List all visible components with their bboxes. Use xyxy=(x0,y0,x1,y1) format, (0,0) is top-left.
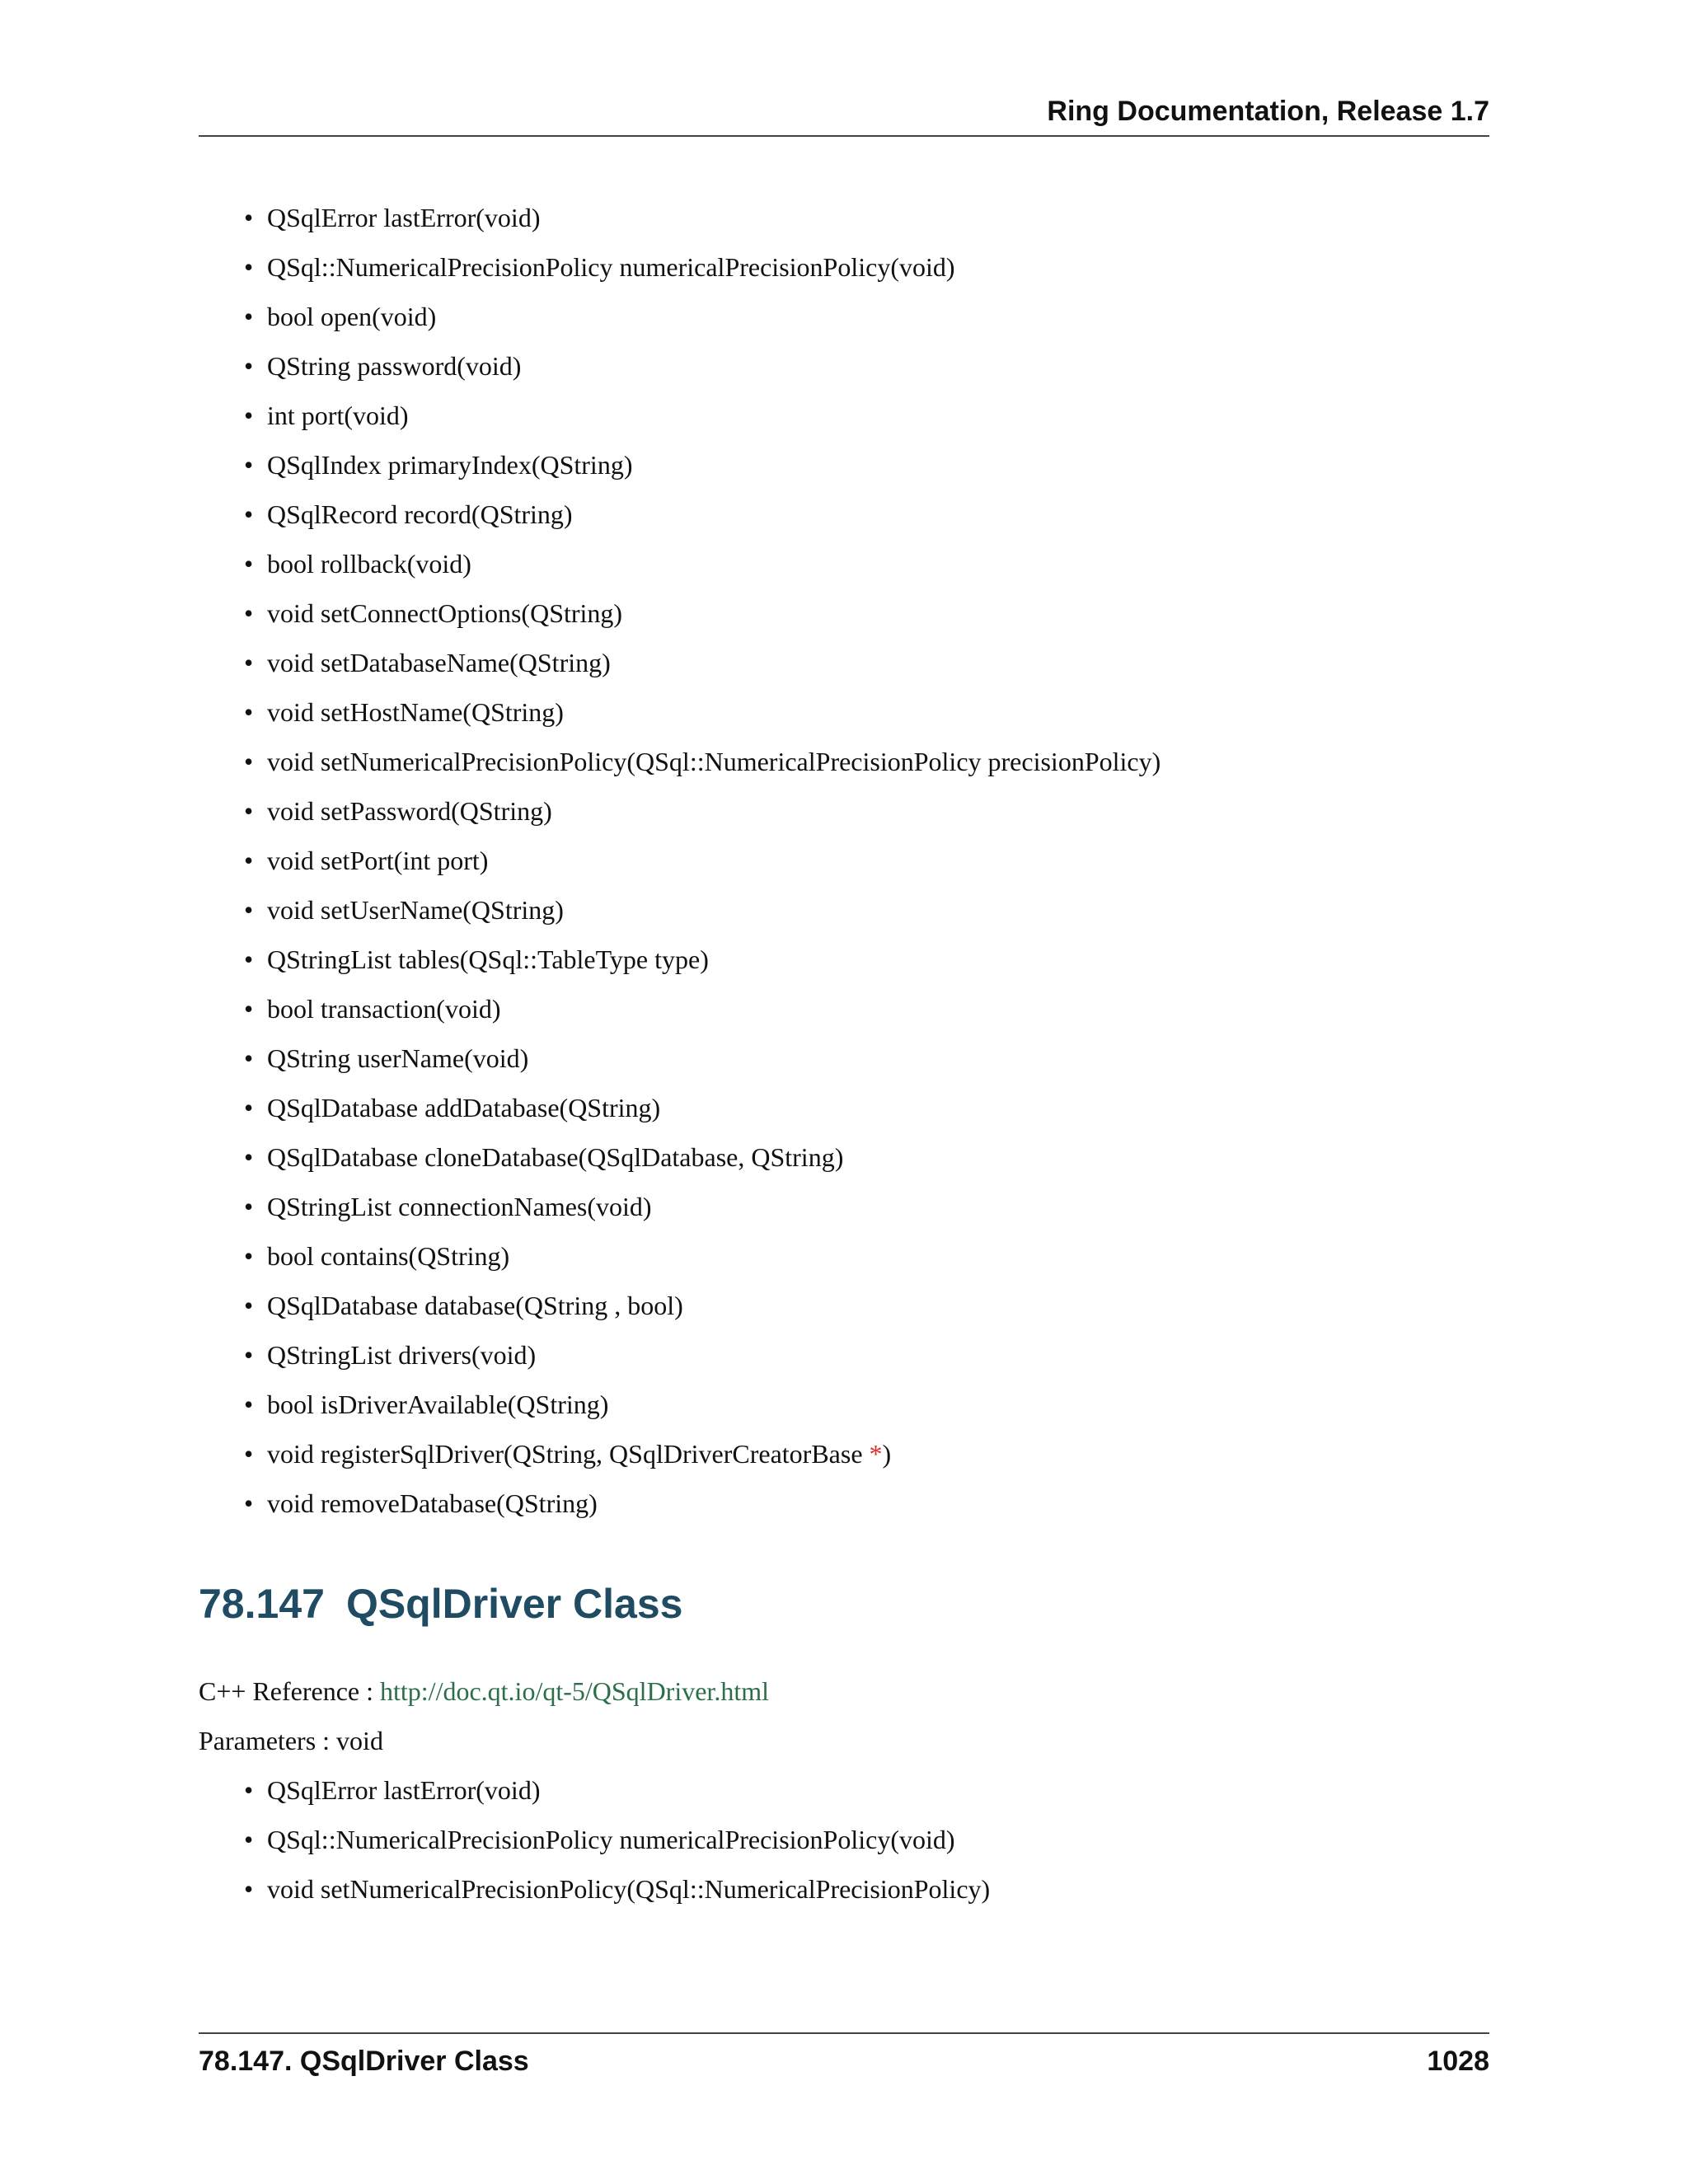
list-item: • void setHostName(QString) xyxy=(267,687,1160,737)
section-title: QSqlDriver Class xyxy=(345,1581,683,1627)
list-item: • void registerSqlDriver(QString, QSqlDriverCreatorBase *) xyxy=(267,1429,1160,1479)
list-item: • QString userName(void) xyxy=(267,1033,1160,1083)
list-item: • void removeDatabase(QString) xyxy=(267,1479,1160,1528)
list-item: • QStringList tables(QSql::TableType type) xyxy=(267,935,1160,984)
page-number: 1028 xyxy=(1427,2046,1489,2077)
list-item: • bool open(void) xyxy=(267,292,1160,341)
list-item: • QStringList drivers(void) xyxy=(267,1330,1160,1380)
list-item: • QSqlDatabase database(QString , bool) xyxy=(267,1281,1160,1330)
running-footer xyxy=(199,2032,1489,2080)
list-item: • QSqlError lastError(void) xyxy=(267,193,1160,242)
header-title: Ring Documentation, Release 1.7 xyxy=(1047,96,1489,127)
cpp-reference-line xyxy=(199,1666,769,1716)
section-number: 78.147 xyxy=(199,1581,325,1627)
list-item: • QSqlError lastError(void) xyxy=(267,1765,990,1815)
list-item: • bool rollback(void) xyxy=(267,539,1160,588)
method-list xyxy=(267,1765,990,1914)
list-item: • void setNumericalPrecisionPolicy(QSql::NumericalPrecisionPolicy) xyxy=(267,1864,990,1914)
list-item: • void setUserName(QString) xyxy=(267,885,1160,935)
list-item: • int port(void) xyxy=(267,391,1160,440)
list-item: • bool isDriverAvailable(QString) xyxy=(267,1380,1160,1429)
list-item: • QSqlDatabase cloneDatabase(QSqlDatabase, QString) xyxy=(267,1132,1160,1182)
list-item: • QStringList connectionNames(void) xyxy=(267,1182,1160,1231)
list-item: • void setDatabaseName(QString) xyxy=(267,638,1160,687)
list-item: • QString password(void) xyxy=(267,341,1160,391)
list-item: • QSqlDatabase addDatabase(QString) xyxy=(267,1083,1160,1132)
method-list xyxy=(267,193,1160,1528)
cpp-reference-label: C++ Reference : xyxy=(199,1676,380,1706)
footer-section-label: 78.147. QSqlDriver Class xyxy=(199,2046,529,2077)
parameters-line: Parameters : void xyxy=(199,1726,383,1755)
list-item: • void setPassword(QString) xyxy=(267,786,1160,836)
list-item: • QSql::NumericalPrecisionPolicy numericalPrecisionPolicy(void) xyxy=(267,242,1160,292)
list-item: • QSql::NumericalPrecisionPolicy numericalPrecisionPolicy(void) xyxy=(267,1815,990,1864)
list-item: • void setConnectOptions(QString) xyxy=(267,588,1160,638)
running-header xyxy=(199,91,1489,137)
list-item: • bool transaction(void) xyxy=(267,984,1160,1033)
list-item: • QSqlRecord record(QString) xyxy=(267,490,1160,539)
cpp-reference-link[interactable]: http://doc.qt.io/qt-5/QSqlDriver.html xyxy=(380,1676,769,1706)
list-item: • bool contains(QString) xyxy=(267,1231,1160,1281)
list-item: • void setPort(int port) xyxy=(267,836,1160,885)
list-item: • void setNumericalPrecisionPolicy(QSql::NumericalPrecisionPolicy precisionPolicy) xyxy=(267,737,1160,786)
pointer-asterisk: * xyxy=(869,1439,883,1469)
list-item: • QSqlIndex primaryIndex(QString) xyxy=(267,440,1160,490)
section-heading xyxy=(199,1574,682,1633)
